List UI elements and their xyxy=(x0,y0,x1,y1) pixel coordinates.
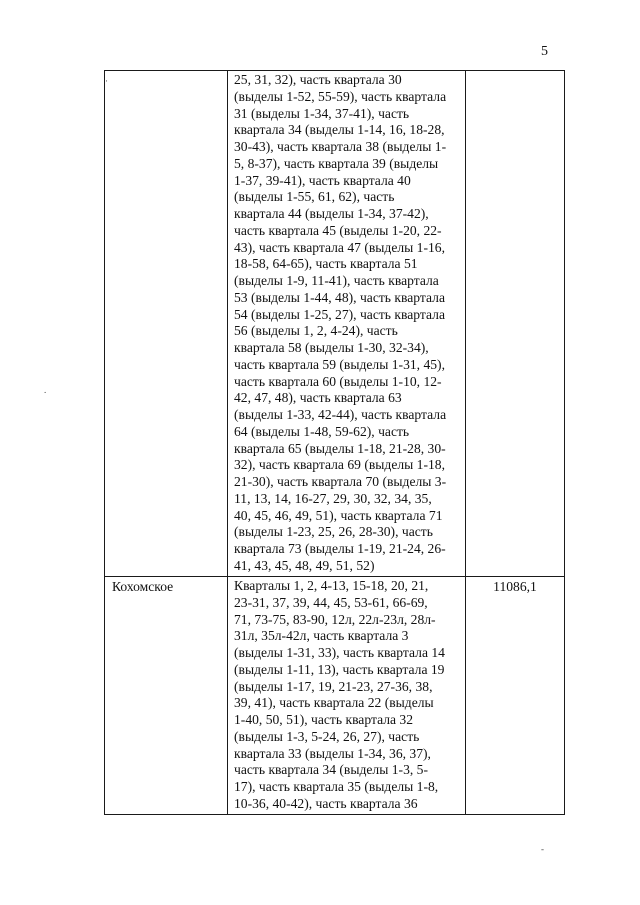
description-line: 17), часть квартала 35 (выделы 1-8, xyxy=(234,779,439,794)
description-line: часть квартала 60 (выделы 1-10, 12- xyxy=(234,373,442,389)
description-line: (выделы 1-9, 11-41), часть квартала xyxy=(234,273,439,288)
description-line: часть квартала 59 (выделы 1-31, 45), xyxy=(234,356,445,372)
description-line: 11, 13, 14, 16-27, 29, 30, 32, 34, 35, xyxy=(234,490,432,506)
area-cell xyxy=(466,71,565,577)
description-line: часть квартала 45 (выделы 1-20, 22- xyxy=(234,222,442,238)
description-line: (выделы 1-33, 42-44), часть квартала xyxy=(234,407,447,422)
description-line: 43), часть квартала 47 (выделы 1-16, xyxy=(234,239,445,255)
description-line: (выделы 1-17, 19, 21-23, 27-36, 38, xyxy=(234,678,433,694)
description-line: 64 (выделы 1-48, 59-62), часть xyxy=(234,423,410,439)
description-line: квартала 73 (выделы 1-19, 21-24, 26- xyxy=(234,541,446,556)
description-line: 23-31, 37, 39, 44, 45, 53-61, 66-69, xyxy=(234,594,428,610)
description-line: (выделы 1-11, 13), часть квартала 19 xyxy=(234,661,445,677)
page-number: 5 xyxy=(541,44,548,59)
description-line: 31л, 35л-42л, часть квартала 3 xyxy=(234,628,409,644)
description-line: (выделы 1-31, 33), часть квартала 14 xyxy=(234,645,445,660)
description-line: 53 (выделы 1-44, 48), часть квартала xyxy=(234,289,445,305)
description-line: 1-40, 50, 51), часть квартала 32 xyxy=(234,712,414,727)
description-line: 40, 45, 46, 49, 51), часть квартала 71 xyxy=(234,507,443,523)
document-table xyxy=(104,70,565,815)
description-line: 10-36, 40-42), часть квартала 36 xyxy=(234,795,418,811)
description-line: квартала 33 (выделы 1-34, 36, 37), xyxy=(234,745,431,761)
area-cell: 11086,1 xyxy=(466,577,565,815)
description-line: 41, 43, 45, 48, 49, 51, 52) xyxy=(234,557,375,573)
description-line: квартала 65 (выделы 1-18, 21-28, 30- xyxy=(234,440,446,456)
scan-artifact-dot: - xyxy=(541,844,544,854)
description-line: 5, 8-37), часть квартала 39 (выделы xyxy=(234,155,439,171)
description-line: 31 (выделы 1-34, 37-41), часть xyxy=(234,105,410,121)
forestry-name-cell xyxy=(105,71,228,577)
description-line: 56 (выделы 1, 2, 4-24), часть xyxy=(234,323,398,339)
description-line: 21-30), часть квартала 70 (выделы 3- xyxy=(234,474,447,489)
description-line: часть квартала 34 (выделы 1-3, 5- xyxy=(234,762,428,778)
description-line: 39, 41), часть квартала 22 (выделы xyxy=(234,695,434,711)
table-row xyxy=(105,577,565,815)
quarters-description-cell xyxy=(228,71,466,577)
table-row xyxy=(105,71,565,577)
description-line: 18-58, 64-65), часть квартала 51 xyxy=(234,256,418,272)
description-line: (выделы 1-55, 61, 62), часть xyxy=(234,189,395,205)
description-line: 71, 73-75, 83-90, 12л, 22л-23л, 28л- xyxy=(234,611,436,627)
description-line: 32), часть квартала 69 (выделы 1-18, xyxy=(234,457,445,473)
description-line: 25, 31, 32), часть квартала 30 xyxy=(234,72,402,87)
description-line: 42, 47, 48), часть квартала 63 xyxy=(234,390,402,406)
description-line: Кварталы 1, 2, 4-13, 15-18, 20, 21, xyxy=(234,578,429,593)
description-line: 1-37, 39-41), часть квартала 40 xyxy=(234,172,411,188)
description-line: 54 (выделы 1-25, 27), часть квартала xyxy=(234,306,445,322)
description-line: (выделы 1-23, 25, 26, 28-30), часть xyxy=(234,524,433,540)
description-line: квартала 44 (выделы 1-34, 37-42), xyxy=(234,206,429,221)
scan-artifact-dot: · xyxy=(105,76,108,86)
quarters-description-cell xyxy=(228,577,466,815)
description-line: (выделы 1-3, 5-24, 26, 27), часть xyxy=(234,728,420,744)
description-line: (выделы 1-52, 55-59), часть квартала xyxy=(234,88,447,104)
description-line: 30-43), часть квартала 38 (выделы 1- xyxy=(234,139,447,154)
description-line: квартала 58 (выделы 1-30, 32-34), xyxy=(234,340,429,355)
description-line: квартала 34 (выделы 1-14, 16, 18-28, xyxy=(234,122,445,138)
scan-artifact-dot: . xyxy=(44,385,47,395)
forestry-name-cell: Кохомское xyxy=(105,577,228,815)
